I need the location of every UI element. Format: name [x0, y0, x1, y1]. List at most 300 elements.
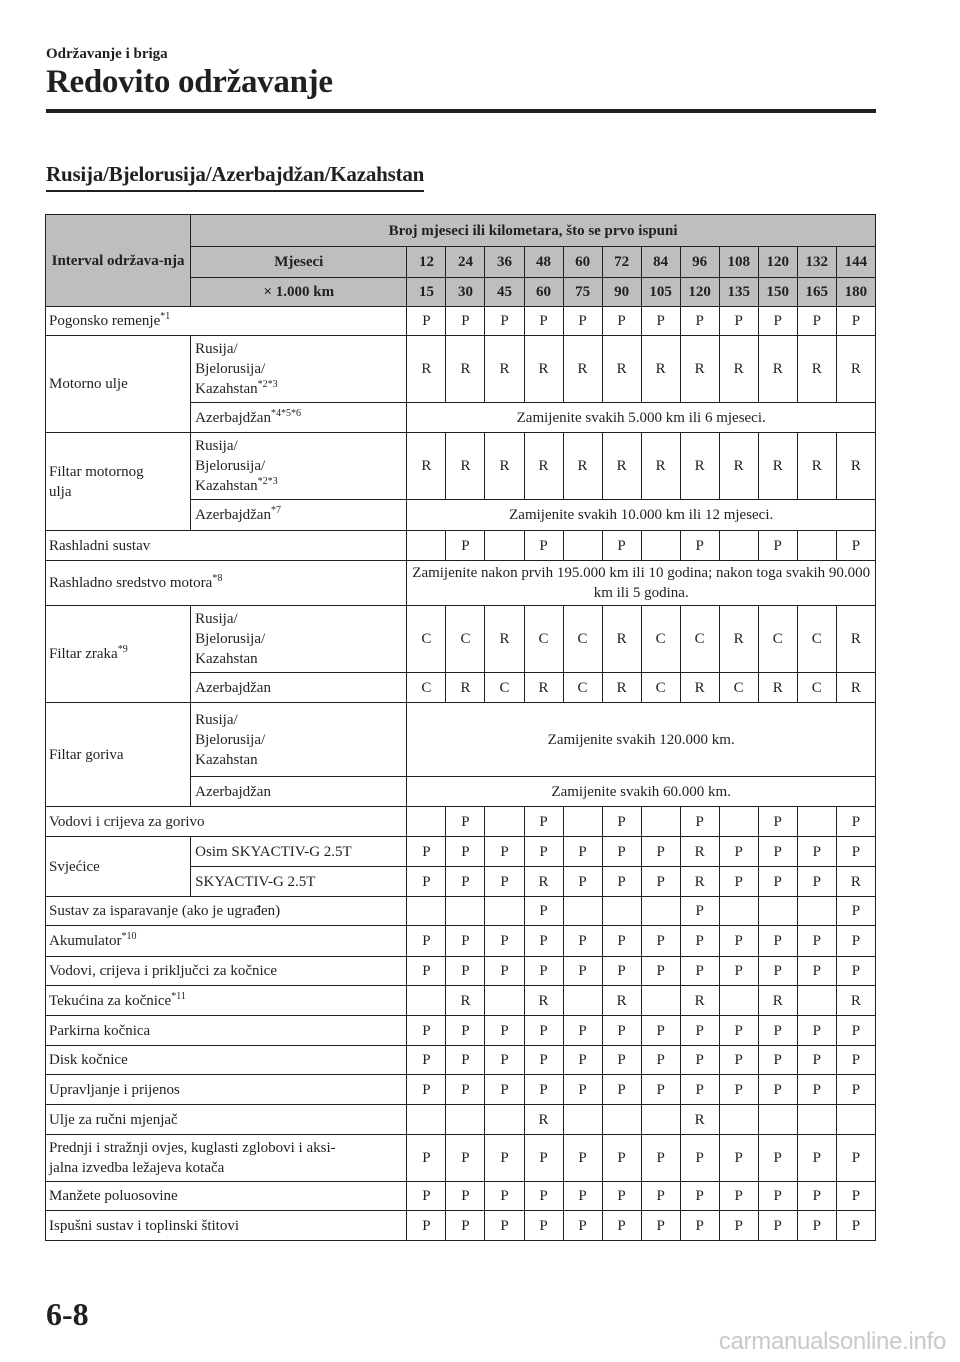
- interval-cell: C: [797, 673, 836, 703]
- interval-cell: P: [524, 307, 563, 336]
- interval-cell: R: [485, 606, 524, 673]
- interval-cell: P: [602, 1211, 641, 1241]
- interval-cell: P: [602, 531, 641, 561]
- interval-cell: [407, 986, 446, 1016]
- variant-label-text: Osim SKYACTIV-G 2.5T: [195, 843, 352, 860]
- interval-cell: R: [680, 837, 719, 867]
- interval-cell: P: [602, 807, 641, 837]
- interval-cell: R: [758, 673, 797, 703]
- interval-cell: P: [641, 867, 680, 897]
- footnote-ref: *1: [160, 311, 171, 322]
- interval-cell: P: [524, 897, 563, 926]
- table-row: [46, 336, 876, 403]
- interval-cell: P: [758, 926, 797, 957]
- interval-cell: P: [797, 1075, 836, 1105]
- interval-cell: R: [446, 433, 485, 500]
- interval-cell: [719, 897, 758, 926]
- interval-cell: P: [719, 1046, 758, 1075]
- item-label: [46, 1016, 407, 1046]
- interval-cell: [485, 897, 524, 926]
- item-label: [46, 703, 191, 807]
- item-label: [46, 807, 407, 837]
- interval-cell: P: [407, 957, 446, 986]
- variant-label-text: Rusija/ Bjelorusija/ Kazahstan: [195, 438, 266, 494]
- interval-cell: R: [797, 336, 836, 403]
- interval-cell: P: [680, 1075, 719, 1105]
- interval-cell: [563, 986, 602, 1016]
- variant-label: [191, 500, 407, 531]
- interval-cell: R: [563, 433, 602, 500]
- interval-cell: [485, 986, 524, 1016]
- interval-cell: R: [836, 673, 875, 703]
- month-cell: 96: [680, 247, 719, 278]
- interval-cell: P: [836, 1182, 875, 1211]
- interval-cell: P: [758, 307, 797, 336]
- table-row: [46, 1135, 876, 1182]
- interval-cell: P: [758, 531, 797, 561]
- interval-cell: P: [719, 1135, 758, 1182]
- interval-cell: C: [407, 606, 446, 673]
- footnote-ref: *7: [270, 505, 281, 516]
- interval-cell: [797, 897, 836, 926]
- variant-label: [191, 606, 407, 673]
- interval-cell: P: [680, 957, 719, 986]
- item-label-text: Filtar goriva: [49, 746, 124, 763]
- interval-cell: P: [797, 957, 836, 986]
- interval-cell: P: [524, 837, 563, 867]
- table-row: [46, 1211, 876, 1241]
- interval-cell: R: [524, 867, 563, 897]
- interval-cell: P: [485, 1182, 524, 1211]
- variant-label-text: Azerbajdžan: [195, 507, 271, 523]
- variant-label-text: Rusija/ Bjelorusija/ Kazahstan: [195, 711, 266, 768]
- interval-cell: P: [446, 807, 485, 837]
- month-cell: 12: [407, 247, 446, 278]
- month-cell: 84: [641, 247, 680, 278]
- interval-cell: P: [758, 837, 797, 867]
- interval-cell: P: [524, 1182, 563, 1211]
- interval-cell: R: [836, 433, 875, 500]
- table-row: [46, 307, 876, 336]
- title-rule: [46, 109, 876, 113]
- interval-cell: P: [602, 1016, 641, 1046]
- interval-cell: P: [602, 1075, 641, 1105]
- variant-label-text: Rusija/ Bjelorusija/ Kazahstan: [195, 341, 266, 397]
- interval-cell: R: [407, 336, 446, 403]
- interval-cell: [797, 986, 836, 1016]
- item-label: [46, 1046, 407, 1075]
- interval-cell: P: [758, 1135, 797, 1182]
- interval-cell: C: [641, 606, 680, 673]
- page-title: Redovito održavanje: [46, 64, 333, 100]
- interval-cell: P: [797, 1182, 836, 1211]
- interval-cell: P: [797, 1135, 836, 1182]
- interval-cell: P: [563, 1211, 602, 1241]
- variant-label: [191, 433, 407, 500]
- item-label-text: Sustav za isparavanje (ako je ugrađen): [49, 903, 281, 919]
- interval-cell: P: [836, 1211, 875, 1241]
- interval-cell: [563, 807, 602, 837]
- footnote-ref: *8: [212, 573, 223, 584]
- interval-cell: P: [524, 1016, 563, 1046]
- interval-cell: C: [485, 673, 524, 703]
- interval-cell: P: [524, 807, 563, 837]
- interval-cell: P: [602, 1135, 641, 1182]
- item-label: [46, 606, 191, 703]
- footnote-ref: *11: [171, 990, 186, 1002]
- interval-cell: P: [719, 957, 758, 986]
- interval-cell: P: [680, 307, 719, 336]
- item-label-text: Rashladni sustav: [49, 537, 151, 554]
- item-label-text: Vodovi, crijeva i priključci za kočnice: [49, 963, 277, 979]
- interval-cell: P: [485, 1016, 524, 1046]
- km-cell: 60: [524, 278, 563, 307]
- interval-cell: R: [836, 336, 875, 403]
- interval-cell: P: [524, 1046, 563, 1075]
- interval-cell: P: [797, 926, 836, 957]
- interval-cell: P: [680, 807, 719, 837]
- interval-cell: [797, 531, 836, 561]
- interval-cell: P: [563, 926, 602, 957]
- interval-cell: P: [446, 1135, 485, 1182]
- interval-cell: P: [407, 1016, 446, 1046]
- month-cell: 36: [485, 247, 524, 278]
- interval-cell: R: [485, 433, 524, 500]
- interval-cell: P: [641, 1182, 680, 1211]
- item-label: [46, 336, 191, 433]
- km-cell: 180: [836, 278, 875, 307]
- interval-cell: [407, 897, 446, 926]
- interval-cell: P: [836, 957, 875, 986]
- interval-cell: R: [602, 673, 641, 703]
- interval-cell: [719, 986, 758, 1016]
- watermark: carmanualsonline.info: [718, 1328, 946, 1355]
- interval-cell: P: [602, 307, 641, 336]
- interval-cell: P: [797, 307, 836, 336]
- interval-cell: P: [641, 957, 680, 986]
- interval-cell: R: [680, 867, 719, 897]
- table-row: [46, 957, 876, 986]
- interval-cell: P: [797, 1046, 836, 1075]
- interval-cell: P: [602, 1182, 641, 1211]
- table-row: [46, 531, 876, 561]
- item-label-text: Parkirna kočnica: [49, 1022, 151, 1039]
- interval-cell: [641, 1105, 680, 1135]
- interval-cell: P: [446, 837, 485, 867]
- interval-cell: R: [524, 336, 563, 403]
- interval-cell: C: [563, 606, 602, 673]
- item-label-text: Prednji i stražnji ovjes, kuglasti zglobovi i aksi- jalna izvedba ležajeva kotača: [49, 1140, 336, 1176]
- interval-cell: P: [602, 926, 641, 957]
- table-row: [46, 1105, 876, 1135]
- interval-cell: P: [407, 867, 446, 897]
- table-row: [46, 1016, 876, 1046]
- interval-cell: P: [641, 926, 680, 957]
- table-row: [46, 433, 876, 500]
- footnote-ref: *2*3: [257, 379, 278, 390]
- km-cell: 135: [719, 278, 758, 307]
- interval-cell: R: [680, 433, 719, 500]
- item-label: [46, 531, 407, 561]
- interval-cell: P: [563, 1046, 602, 1075]
- interval-cell: P: [680, 1135, 719, 1182]
- interval-cell: P: [758, 867, 797, 897]
- interval-cell: R: [758, 986, 797, 1016]
- interval-cell: P: [680, 1211, 719, 1241]
- months-label: Mjeseci: [191, 247, 407, 278]
- interval-cell: P: [563, 867, 602, 897]
- km-cell: 15: [407, 278, 446, 307]
- interval-cell: [602, 897, 641, 926]
- interval-cell: R: [446, 986, 485, 1016]
- interval-cell: P: [836, 807, 875, 837]
- interval-cell: [485, 531, 524, 561]
- interval-cell: [641, 807, 680, 837]
- interval-cell: P: [446, 307, 485, 336]
- interval-cell: R: [719, 433, 758, 500]
- table-row: [46, 1182, 876, 1211]
- interval-cell: P: [446, 926, 485, 957]
- interval-cell: P: [836, 1046, 875, 1075]
- main-header: Broj mjeseci ili kilometara, što se prvo ispuni: [191, 215, 876, 247]
- variant-label: [191, 403, 407, 433]
- item-label: [46, 837, 191, 897]
- item-label-text: Tekućina za kočnice: [49, 992, 172, 1009]
- month-cell: 48: [524, 247, 563, 278]
- interval-cell: P: [641, 307, 680, 336]
- interval-cell: P: [719, 1016, 758, 1046]
- interval-cell: P: [485, 837, 524, 867]
- interval-cell: P: [485, 1075, 524, 1105]
- item-label: [46, 1105, 407, 1135]
- interval-cell: P: [524, 1211, 563, 1241]
- interval-cell: R: [719, 606, 758, 673]
- interval-cell: P: [836, 531, 875, 561]
- table-row: [46, 606, 876, 673]
- footnote-ref: *4*5*6: [270, 407, 301, 419]
- variant-label: [191, 673, 407, 703]
- table-row: [46, 703, 876, 777]
- variant-label: [191, 336, 407, 403]
- km-cell: 105: [641, 278, 680, 307]
- interval-cell: P: [563, 1016, 602, 1046]
- interval-cell: P: [836, 1075, 875, 1105]
- interval-cell: P: [641, 1211, 680, 1241]
- interval-cell: [446, 897, 485, 926]
- note-cell: Zamijenite svakih 5.000 km ili 6 mjeseci.: [407, 403, 876, 433]
- interval-cell: P: [407, 1182, 446, 1211]
- month-cell: 24: [446, 247, 485, 278]
- item-label-text: Rashladno sredstvo motora: [49, 575, 213, 591]
- interval-cell: R: [797, 433, 836, 500]
- interval-cell: P: [758, 1211, 797, 1241]
- interval-cell: P: [719, 1075, 758, 1105]
- interval-cell: P: [836, 926, 875, 957]
- interval-cell: P: [641, 1046, 680, 1075]
- interval-header: Interval održava-nja: [46, 215, 191, 307]
- interval-cell: [407, 807, 446, 837]
- table-row: [46, 837, 876, 867]
- km-cell: 150: [758, 278, 797, 307]
- interval-cell: P: [485, 1211, 524, 1241]
- item-label-text: Manžete poluosovine: [49, 1188, 178, 1204]
- table-row: [46, 561, 876, 606]
- interval-cell: R: [680, 1105, 719, 1135]
- variant-label: [191, 837, 407, 867]
- item-label-text: Akumulator: [49, 933, 122, 949]
- interval-cell: P: [524, 1135, 563, 1182]
- interval-cell: P: [836, 1135, 875, 1182]
- interval-cell: P: [758, 807, 797, 837]
- interval-cell: P: [485, 867, 524, 897]
- variant-label: [191, 777, 407, 807]
- interval-cell: P: [680, 897, 719, 926]
- item-label-text: Vodovi i crijeva za gorivo: [49, 813, 205, 830]
- table-row: [46, 897, 876, 926]
- note-cell: Zamijenite nakon prvih 195.000 km ili 10 godina; nakon toga svakih 90.000 km ili 5 godina.: [407, 561, 876, 606]
- month-cell: 132: [797, 247, 836, 278]
- maintenance-body: [46, 307, 876, 1241]
- footnote-ref: *9: [117, 644, 128, 655]
- interval-cell: R: [836, 986, 875, 1016]
- interval-cell: P: [758, 1182, 797, 1211]
- interval-cell: P: [680, 926, 719, 957]
- interval-cell: [407, 1105, 446, 1135]
- interval-cell: [719, 1105, 758, 1135]
- interval-cell: C: [641, 673, 680, 703]
- interval-cell: [563, 531, 602, 561]
- interval-cell: P: [446, 1182, 485, 1211]
- item-label-text: Filtar zraka: [49, 646, 118, 662]
- interval-cell: P: [407, 1135, 446, 1182]
- interval-cell: P: [563, 1135, 602, 1182]
- interval-cell: P: [719, 837, 758, 867]
- item-label: [46, 1075, 407, 1105]
- interval-cell: C: [680, 606, 719, 673]
- km-cell: 90: [602, 278, 641, 307]
- table-row: [46, 807, 876, 837]
- km-cell: 165: [797, 278, 836, 307]
- month-cell: 72: [602, 247, 641, 278]
- interval-cell: P: [446, 867, 485, 897]
- interval-cell: [719, 531, 758, 561]
- variant-label-text: Azerbajdžan: [195, 409, 271, 426]
- interval-cell: P: [485, 957, 524, 986]
- interval-cell: P: [563, 1182, 602, 1211]
- interval-cell: R: [680, 336, 719, 403]
- interval-cell: P: [407, 837, 446, 867]
- variant-label-text: SKYACTIV-G 2.5T: [195, 873, 316, 890]
- interval-cell: P: [758, 1046, 797, 1075]
- interval-cell: P: [446, 957, 485, 986]
- item-label-text: Ispušni sustav i toplinski štitovi: [49, 1217, 240, 1234]
- interval-cell: P: [446, 531, 485, 561]
- interval-cell: [407, 531, 446, 561]
- item-label: [46, 307, 407, 336]
- interval-cell: P: [407, 1211, 446, 1241]
- interval-cell: P: [680, 1046, 719, 1075]
- table-row: [46, 926, 876, 957]
- interval-cell: R: [719, 336, 758, 403]
- section-header: Održavanje i briga: [46, 46, 168, 62]
- interval-cell: [563, 897, 602, 926]
- interval-cell: C: [758, 606, 797, 673]
- interval-cell: P: [797, 1016, 836, 1046]
- interval-cell: R: [758, 336, 797, 403]
- variant-label-text: Azerbajdžan: [195, 783, 271, 800]
- interval-cell: P: [836, 307, 875, 336]
- interval-cell: R: [524, 986, 563, 1016]
- interval-cell: R: [602, 336, 641, 403]
- interval-cell: [797, 1105, 836, 1135]
- km-label: × 1.000 km: [191, 278, 407, 307]
- interval-cell: P: [602, 867, 641, 897]
- interval-cell: P: [446, 1016, 485, 1046]
- month-cell: 60: [563, 247, 602, 278]
- interval-cell: P: [641, 1016, 680, 1046]
- interval-cell: P: [602, 957, 641, 986]
- interval-cell: [446, 1105, 485, 1135]
- interval-cell: R: [641, 433, 680, 500]
- interval-cell: P: [524, 531, 563, 561]
- table-row: [46, 1075, 876, 1105]
- table-row: [46, 986, 876, 1016]
- interval-cell: P: [407, 1046, 446, 1075]
- interval-cell: [641, 531, 680, 561]
- item-label: [46, 897, 407, 926]
- item-label-text: Disk kočnice: [49, 1052, 128, 1068]
- km-cell: 120: [680, 278, 719, 307]
- interval-cell: R: [836, 606, 875, 673]
- interval-cell: C: [797, 606, 836, 673]
- interval-cell: P: [719, 1211, 758, 1241]
- interval-cell: C: [563, 673, 602, 703]
- interval-cell: R: [446, 673, 485, 703]
- interval-cell: [485, 807, 524, 837]
- interval-cell: [641, 986, 680, 1016]
- interval-cell: P: [758, 1016, 797, 1046]
- interval-cell: [602, 1105, 641, 1135]
- interval-cell: [719, 807, 758, 837]
- interval-cell: P: [524, 1075, 563, 1105]
- interval-cell: P: [758, 1075, 797, 1105]
- interval-cell: P: [563, 837, 602, 867]
- item-label: [46, 561, 407, 606]
- variant-label: [191, 703, 407, 777]
- interval-cell: P: [524, 926, 563, 957]
- variant-label-text: Azerbajdžan: [195, 679, 271, 696]
- interval-cell: [485, 1105, 524, 1135]
- km-cell: 75: [563, 278, 602, 307]
- interval-cell: R: [602, 433, 641, 500]
- item-label-text: Pogonsko remenje: [49, 313, 161, 329]
- footnote-ref: *10: [121, 931, 137, 942]
- interval-cell: C: [446, 606, 485, 673]
- note-cell: Zamijenite svakih 60.000 km.: [407, 777, 876, 807]
- km-cell: 30: [446, 278, 485, 307]
- interval-cell: R: [602, 606, 641, 673]
- interval-cell: P: [836, 897, 875, 926]
- interval-cell: R: [524, 433, 563, 500]
- month-cell: 120: [758, 247, 797, 278]
- item-label-text: Ulje za ručni mjenjač: [49, 1111, 178, 1128]
- item-label-text: Upravljanje i prijenos: [49, 1081, 180, 1098]
- item-label: [46, 1182, 407, 1211]
- month-cell: 144: [836, 247, 875, 278]
- interval-cell: P: [719, 867, 758, 897]
- interval-cell: P: [719, 307, 758, 336]
- interval-cell: [758, 897, 797, 926]
